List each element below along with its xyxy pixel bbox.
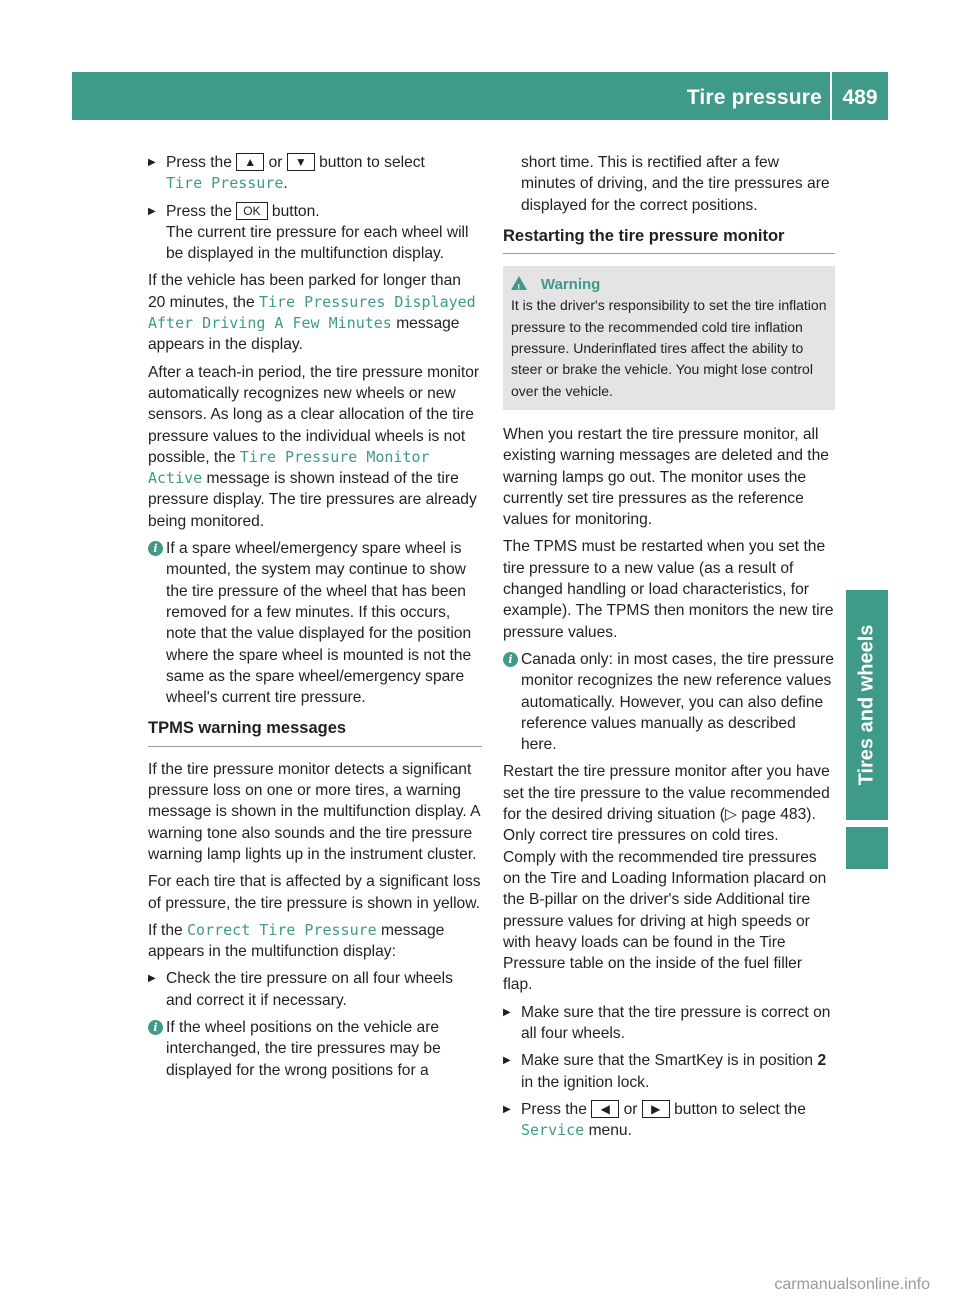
right-button-icon: ▶ bbox=[642, 1100, 670, 1118]
display-message: Correct Tire Pressure bbox=[187, 920, 377, 939]
step-text: Check the tire pressure on all four wheels and correct it if necessary. bbox=[166, 970, 453, 1009]
warning-triangle-icon bbox=[511, 276, 527, 290]
step-text: . bbox=[283, 175, 288, 193]
section-marker bbox=[846, 827, 888, 869]
info-note bbox=[148, 1017, 482, 1081]
paragraph: The TPMS must be restarted when you set the tire pressure to a new value (as a result of changed handling or load characteristics, for example). The TPMS then monitors the new tire pressure values. bbox=[503, 538, 834, 641]
step-text: or bbox=[623, 1100, 638, 1118]
step-arrow-icon: ▶ bbox=[148, 157, 156, 168]
instruction-step bbox=[148, 152, 482, 195]
step-text: in the ignition lock. bbox=[521, 1073, 650, 1091]
warning-title: Warning bbox=[540, 276, 601, 294]
paragraph: When you restart the tire pressure monitor, all existing warning messages are deleted and the warning lamps go out. The monitor uses the currently set tire pressures as the reference values for monitoring. bbox=[503, 425, 829, 529]
display-message: Tire Pressures Displayed After Driving A Few Minutes bbox=[148, 292, 476, 333]
down-button-icon: ▼ bbox=[287, 153, 315, 171]
paragraph: If the Correct Tire Pressure message appears in the multifunction display: bbox=[148, 920, 445, 961]
step-text: button to select the bbox=[674, 1100, 806, 1118]
paragraph: If the vehicle has been parked for longer than 20 minutes, the Tire Pressures Displayed After Driving A Few Minutes message appears in the display. bbox=[148, 272, 476, 354]
left-column bbox=[148, 152, 482, 1087]
page-title: Tire pressure bbox=[686, 86, 822, 109]
paragraph-continued: short time. This is rectified after a few minutes of driving, and the tire pressures are displayed for the correct positions. bbox=[521, 154, 830, 214]
watermark: carmanualsonline.info bbox=[774, 1276, 930, 1293]
step-text: button. bbox=[271, 202, 320, 220]
step-text: Make sure that the tire pressure is correct on all four wheels. bbox=[521, 1003, 831, 1042]
paragraph: If the tire pressure monitor detects a significant pressure loss on one or more tires, a warning message is shown in the multifunction display. A warning tone also sounds and the tire pressure warning lamp lights up in the instrument cluster. bbox=[148, 760, 480, 863]
display-message: Tire Pressure Monitor Active bbox=[148, 447, 430, 488]
step-arrow-icon: ▶ bbox=[503, 1055, 511, 1067]
step-text: button to select bbox=[319, 154, 425, 171]
warning-text: It is the driver's responsibility to set the tire inflation pressure to the recommended cold tire inflation pressure. Underinflated tires affect the ability to steer or brake the vehicle. You might lose control over the vehicle. bbox=[511, 297, 827, 399]
step-text: Press the bbox=[166, 202, 232, 220]
info-text: Canada only: in most cases, the tire pressure monitor recognizes the new reference values automatically. However, you can also define reference values manually as described here. bbox=[521, 650, 834, 754]
info-icon: i bbox=[148, 1020, 163, 1035]
step-text: menu. bbox=[588, 1122, 632, 1140]
step-text: Press the bbox=[166, 154, 232, 171]
header-bar bbox=[72, 72, 888, 120]
page-number: 489 bbox=[842, 86, 878, 109]
info-icon: i bbox=[503, 652, 518, 667]
section-heading: TPMS warning messages bbox=[148, 718, 482, 746]
step-text: or bbox=[268, 154, 283, 171]
step-arrow-icon: ▶ bbox=[148, 973, 156, 985]
section-tab bbox=[846, 590, 888, 820]
up-button-icon: ▲ bbox=[236, 153, 264, 171]
info-text: If the wheel positions on the vehicle are interchanged, the tire pressures may be displayed for the wrong positions for a bbox=[166, 1018, 441, 1079]
display-message: Tire Pressure bbox=[166, 174, 284, 193]
step-arrow-icon: ▶ bbox=[148, 205, 156, 217]
info-text: If a spare wheel/emergency spare wheel is mounted, the system may continue to show the tire pressure of the wheel that has been removed for a few minutes. If this occurs, note that the value displayed for the position where the spare wheel is mounted is not the same as the spare wheel/emergency spare wheel's current tire pressure. bbox=[166, 540, 472, 707]
step-text: Press the bbox=[521, 1100, 587, 1118]
section-heading: Restarting the tire pressure monitor bbox=[503, 226, 835, 254]
instruction-step bbox=[503, 1050, 835, 1093]
page-reference-link[interactable]: ▷ page 483 bbox=[724, 806, 807, 824]
instruction-step bbox=[148, 201, 482, 265]
step-text: Make sure that the SmartKey is in position bbox=[521, 1052, 814, 1070]
display-message: Service bbox=[521, 1121, 585, 1140]
left-button-icon: ◀ bbox=[591, 1100, 619, 1118]
instruction-step bbox=[148, 968, 482, 1011]
paragraph: Restart the tire pressure monitor after you have set the tire pressure to the value recommended for the desired driving situation (▷ page 483). Only correct tire pressures on cold tires. Comply with the recommended tire pressures on the Tire and Loading Information placard on the B-pillar on the driver's side Additional tire pressure values for driving at high speeds or with heavy loads can be found in the Tire Pressure table on the inside of the fuel filler flap. bbox=[503, 763, 830, 994]
instruction-step bbox=[503, 1002, 835, 1045]
ok-button-icon: OK bbox=[236, 202, 267, 220]
right-column bbox=[503, 152, 835, 1147]
info-icon: i bbox=[148, 541, 163, 556]
step-arrow-icon: ▶ bbox=[503, 1103, 511, 1115]
info-note bbox=[148, 538, 482, 708]
step-arrow-icon: ▶ bbox=[503, 1006, 511, 1018]
warning-box bbox=[503, 266, 835, 410]
step-result: The current tire pressure for each wheel will be displayed in the multifunction display. bbox=[166, 223, 469, 263]
paragraph: After a teach-in period, the tire pressure monitor automatically recognizes new wheels or new sensors. As long as a clear allocation of the tire pressure values to the individual wheels is not possible, the Tire Pressure Monitor Active message is shown instead of the tire pressure display. The tire pressures are already being monitored. bbox=[148, 363, 480, 530]
key-position: 2 bbox=[817, 1052, 827, 1070]
info-note bbox=[503, 649, 835, 755]
paragraph: For each tire that is affected by a significant loss of pressure, the tire pressure is shown in yellow. bbox=[148, 873, 481, 912]
instruction-step bbox=[503, 1099, 835, 1142]
section-tab-label: Tires and wheels bbox=[855, 624, 878, 786]
